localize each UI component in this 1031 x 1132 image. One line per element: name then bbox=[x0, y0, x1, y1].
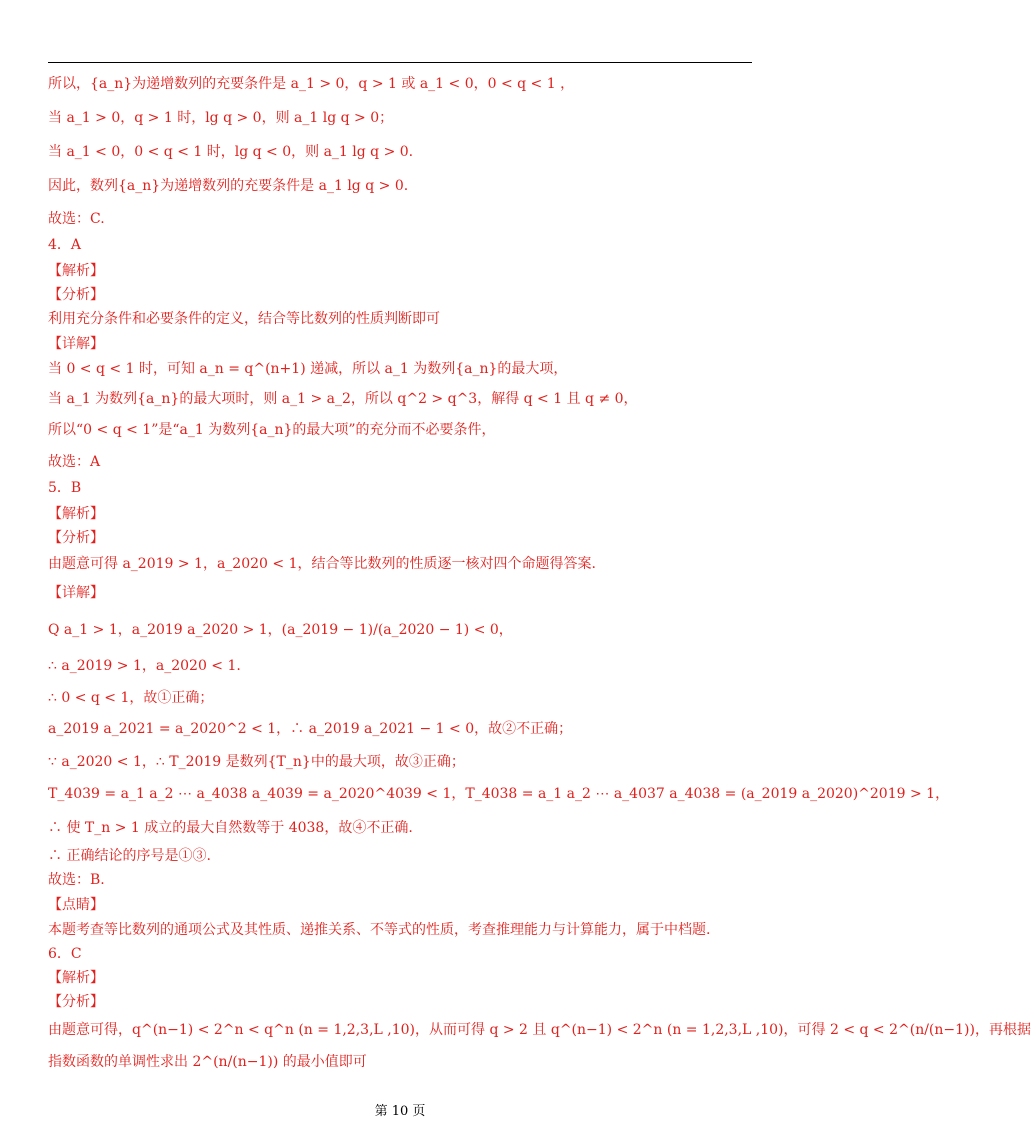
text-line: 由题意可得，q^(n−1) < 2^n < q^n (n = 1,2,3,L ,10)，从而可得 q > 2 且 q^(n−1) < 2^n (n = 1,2,3,L ,10)，可得 2 < q < 2^(n/(n−1))，再根据 bbox=[48, 1022, 1031, 1038]
text-line: T_4039 = a_1 a_2 ⋯ a_4038 a_4039 = a_2020^4039 < 1，T_4038 = a_1 a_2 ⋯ a_4037 a_4038 = (a_2019 a_2020)^2019 > 1， bbox=[48, 786, 950, 802]
text-line: 当 a_1 为数列{a_n}的最大项时，则 a_1 > a_2，所以 q^2 > q^3，解得 q < 1 且 q ≠ 0， bbox=[48, 391, 638, 407]
text-line: 由题意可得 a_2019 > 1，a_2020 < 1，结合等比数列的性质逐一核对四个命题得答案. bbox=[48, 556, 596, 572]
text-line: 当 0 < q < 1 时，可知 a_n = q^(n+1) 递减，所以 a_1 为数列{a_n}的最大项， bbox=[48, 361, 568, 377]
text-line: 5．B bbox=[48, 480, 82, 496]
text-line: 【解析】 bbox=[48, 263, 104, 279]
text-line: 4．A bbox=[48, 237, 82, 253]
text-line: 所以，{a_n}为递增数列的充要条件是 a_1 > 0，q > 1 或 a_1 < 0，0 < q < 1 ， bbox=[48, 76, 575, 92]
text-line: ∴ 正确结论的序号是①③. bbox=[48, 848, 211, 864]
text-line: 【点睛】 bbox=[48, 897, 104, 913]
text-line: 【详解】 bbox=[48, 336, 104, 352]
text-line: Q a_1 > 1，a_2019 a_2020 > 1，(a_2019 − 1)/(a_2020 − 1) < 0， bbox=[48, 622, 513, 638]
text-line: 故选：C. bbox=[48, 211, 105, 227]
text-line: ∴ a_2019 > 1，a_2020 < 1. bbox=[48, 658, 241, 674]
header-rule bbox=[48, 62, 752, 63]
text-line: 本题考查等比数列的通项公式及其性质、递推关系、不等式的性质，考查推理能力与计算能力，属于中档题. bbox=[48, 922, 711, 938]
page-number: 第 10 页 bbox=[374, 1104, 426, 1119]
text-line: ∴ 0 < q < 1，故①正确； bbox=[48, 690, 214, 706]
text-line: ∴ 使 T_n > 1 成立的最大自然数等于 4038，故④不正确. bbox=[48, 820, 413, 836]
text-line: 指数函数的单调性求出 2^(n/(n−1)) 的最小值即可 bbox=[48, 1054, 367, 1070]
text-line: 当 a_1 < 0，0 < q < 1 时，lg q < 0，则 a_1 lg q > 0. bbox=[48, 144, 414, 160]
text-line: 故选：B. bbox=[48, 872, 105, 888]
text-line: 因此，数列{a_n}为递增数列的充要条件是 a_1 lg q > 0. bbox=[48, 178, 409, 194]
text-line: 6．C bbox=[48, 946, 82, 962]
text-line: 【分析】 bbox=[48, 994, 104, 1010]
text-line: ∵ a_2020 < 1，∴ T_2019 是数列{T_n}中的最大项，故③正确； bbox=[48, 754, 465, 770]
text-line: 【详解】 bbox=[48, 585, 104, 601]
text-line: a_2019 a_2021 = a_2020^2 < 1，∴ a_2019 a_2021 − 1 < 0，故②不正确； bbox=[48, 721, 573, 737]
text-line: 利用充分条件和必要条件的定义，结合等比数列的性质判断即可 bbox=[48, 311, 440, 327]
text-line: 所以“0 < q < 1”是“a_1 为数列{a_n}的最大项”的充分而不必要条件， bbox=[48, 422, 496, 438]
text-line: 【解析】 bbox=[48, 970, 104, 986]
text-line: 【解析】 bbox=[48, 506, 104, 522]
text-line: 【分析】 bbox=[48, 287, 104, 303]
text-line: 当 a_1 > 0，q > 1 时，lg q > 0，则 a_1 lg q > 0； bbox=[48, 110, 394, 126]
text-line: 故选：A bbox=[48, 454, 101, 470]
text-line: 【分析】 bbox=[48, 530, 104, 546]
